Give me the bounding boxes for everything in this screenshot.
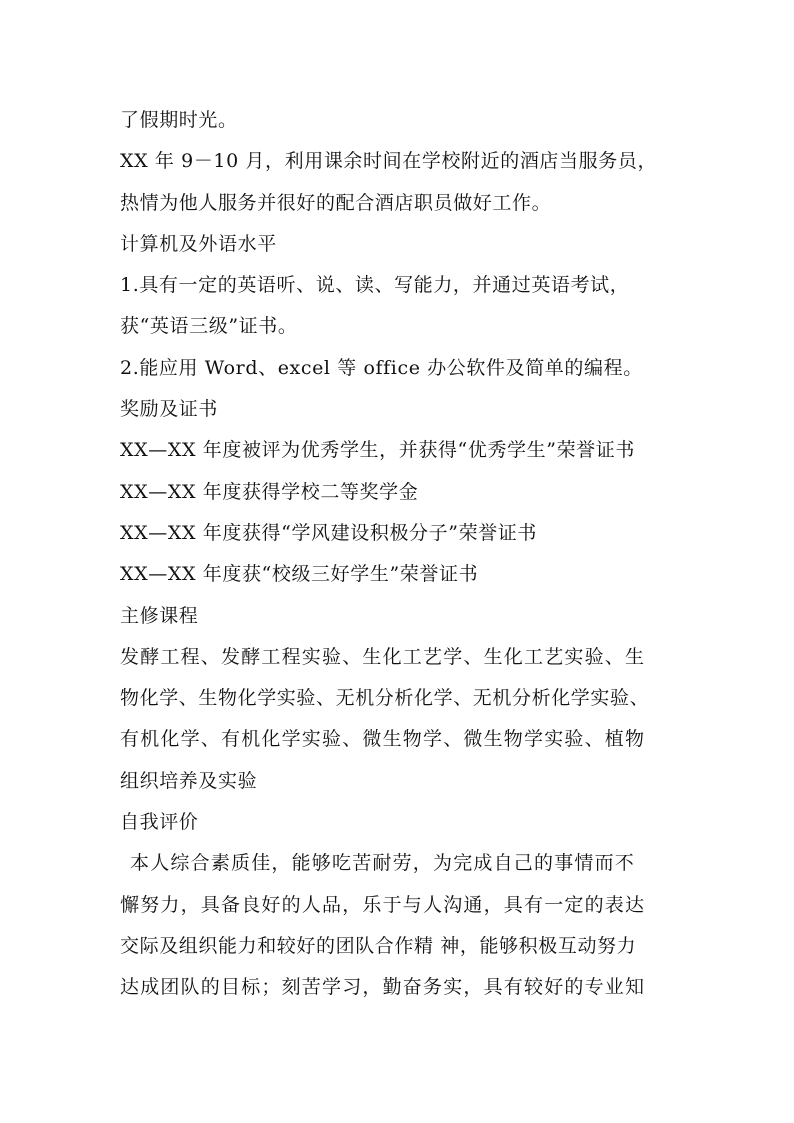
section-heading-computer-language: 计算机及外语水平 xyxy=(120,232,277,255)
text-line: 达成团队的目标；刻苦学习，勤奋务实，具有较好的专业知 xyxy=(120,976,646,999)
text-line: 热情为他人服务并很好的配合酒店职员做好工作。 xyxy=(120,191,552,214)
text-line: 2.能应用 Word、excel 等 office 办公软件及简单的编程。 xyxy=(120,356,643,379)
award-item: XX—XX 年度获得学校二等奖学金 xyxy=(120,480,419,503)
text-line: 获“英语三级”证书。 xyxy=(120,315,298,338)
section-heading-courses: 主修课程 xyxy=(120,604,199,627)
text-line: 交际及组织能力和较好的团队合作精 神，能够积极互动努力 xyxy=(120,934,637,957)
text-line: 有机化学、有机化学实验、微生物学、微生物学实验、植物 xyxy=(120,728,646,751)
award-item: XX—XX 年度获得“学风建设积极分子”荣誉证书 xyxy=(120,521,537,544)
section-heading-awards: 奖励及证书 xyxy=(120,398,219,421)
section-heading-self-evaluation: 自我评价 xyxy=(120,811,199,834)
text-line: 了假期时光。 xyxy=(120,109,238,131)
text-line: 物化学、生物化学实验、无机分析化学、无机分析化学实验、 xyxy=(120,687,650,710)
text-line: XX 年 9－10 月，利用课余时间在学校附近的酒店当服务员， xyxy=(120,150,658,173)
text-line: 1.具有一定的英语听、说、读、写能力，并通过英语考试， xyxy=(120,274,630,297)
award-item: XX—XX 年度获“校级三好学生”荣誉证书 xyxy=(120,563,479,586)
text-line: 懈努力，具备良好的人品，乐于与人沟通，具有一定的表达 xyxy=(120,893,646,916)
text-line: 发酵工程、发酵工程实验、生化工艺学、生化工艺实验、生 xyxy=(120,645,646,668)
award-item: XX—XX 年度被评为优秀学生，并获得“优秀学生”荣誉证书 xyxy=(120,439,635,462)
text-line: 本人综合素质佳，能够吃苦耐劳，为完成自己的事情而不 xyxy=(130,852,636,875)
document-page xyxy=(120,100,680,1009)
text-line: 组织培养及实验 xyxy=(120,769,258,792)
